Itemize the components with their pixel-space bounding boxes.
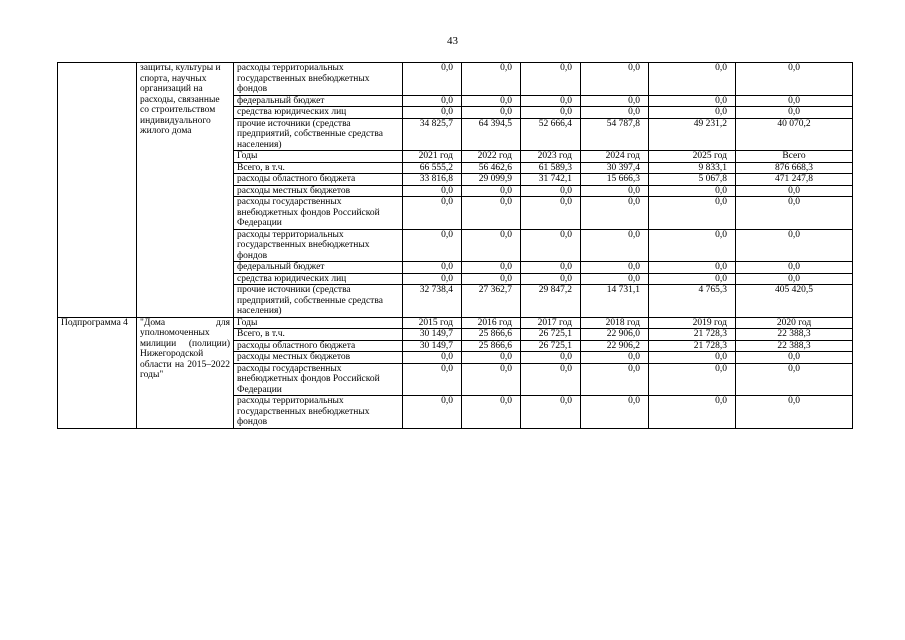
value-cell: 9 833,1 <box>649 162 736 174</box>
value-cell: 2025 год <box>649 151 736 163</box>
value-cell: 0,0 <box>649 63 736 96</box>
value-cell: 0,0 <box>521 396 581 429</box>
value-cell: 14 731,1 <box>581 285 649 318</box>
row-label: средства юридических лиц <box>234 107 403 119</box>
value-cell: 0,0 <box>649 229 736 262</box>
value-cell: 22 388,3 <box>736 329 853 341</box>
value-cell: 49 231,2 <box>649 118 736 151</box>
value-cell: 0,0 <box>403 185 462 197</box>
value-cell: 27 362,7 <box>462 285 521 318</box>
value-cell: 30 397,4 <box>581 162 649 174</box>
value-cell: 0,0 <box>462 107 521 119</box>
row-label: расходы областного бюджета <box>234 174 403 186</box>
value-cell: 2022 год <box>462 151 521 163</box>
value-cell: 0,0 <box>403 352 462 364</box>
value-cell: 0,0 <box>581 229 649 262</box>
value-cell: 0,0 <box>736 229 853 262</box>
value-cell: 64 394,5 <box>462 118 521 151</box>
value-cell: 0,0 <box>521 107 581 119</box>
value-cell: 0,0 <box>403 107 462 119</box>
value-cell: 40 070,2 <box>736 118 853 151</box>
value-cell: 2023 год <box>521 151 581 163</box>
value-cell: 0,0 <box>521 229 581 262</box>
row-label: Годы <box>234 317 403 329</box>
row-label: расходы местных бюджетов <box>234 185 403 197</box>
row-label: Всего, в т.ч. <box>234 329 403 341</box>
row-label: Всего, в т.ч. <box>234 162 403 174</box>
value-cell: 0,0 <box>403 63 462 96</box>
value-cell: 0,0 <box>736 363 853 396</box>
value-cell: 5 067,8 <box>649 174 736 186</box>
value-cell: 0,0 <box>649 185 736 197</box>
value-cell: 0,0 <box>581 352 649 364</box>
value-cell: Всего <box>736 151 853 163</box>
value-cell: 0,0 <box>462 185 521 197</box>
value-cell: 0,0 <box>736 273 853 285</box>
value-cell: 52 666,4 <box>521 118 581 151</box>
value-cell: 56 462,6 <box>462 162 521 174</box>
value-cell: 0,0 <box>403 229 462 262</box>
value-cell: 0,0 <box>403 363 462 396</box>
value-cell: 0,0 <box>649 396 736 429</box>
value-cell: 21 728,3 <box>649 340 736 352</box>
value-cell: 0,0 <box>736 185 853 197</box>
value-cell: 0,0 <box>403 273 462 285</box>
value-cell: 2017 год <box>521 317 581 329</box>
empty-cell <box>58 63 137 318</box>
value-cell: 25 866,6 <box>462 340 521 352</box>
value-cell: 2016 год <box>462 317 521 329</box>
program-name: "Дома для уполномоченных милиции (полиции) Нижегородской области на 2015–2022 годы" <box>137 317 234 428</box>
row-label: расходы местных бюджетов <box>234 352 403 364</box>
value-cell: 0,0 <box>581 107 649 119</box>
value-cell: 0,0 <box>403 197 462 230</box>
program-label: Подпрограмма 4 <box>58 317 137 428</box>
row-label: расходы государственных внебюджетных фондов Российской Федерации <box>234 363 403 396</box>
value-cell: 26 725,1 <box>521 340 581 352</box>
row-label: расходы территориальных государственных внебюджетных фондов <box>234 396 403 429</box>
page-number: 43 <box>447 35 458 47</box>
value-cell: 876 668,3 <box>736 162 853 174</box>
value-cell: 33 816,8 <box>403 174 462 186</box>
value-cell: 0,0 <box>649 352 736 364</box>
value-cell: 22 906,2 <box>581 340 649 352</box>
value-cell: 0,0 <box>736 262 853 274</box>
value-cell: 29 099,9 <box>462 174 521 186</box>
value-cell: 0,0 <box>462 352 521 364</box>
row-label: расходы территориальных государственных внебюджетных фондов <box>234 63 403 96</box>
value-cell: 0,0 <box>581 95 649 107</box>
value-cell: 0,0 <box>581 396 649 429</box>
value-cell: 61 589,3 <box>521 162 581 174</box>
value-cell: 29 847,2 <box>521 285 581 318</box>
value-cell: 25 866,6 <box>462 329 521 341</box>
value-cell: 0,0 <box>736 95 853 107</box>
value-cell: 0,0 <box>403 396 462 429</box>
value-cell: 0,0 <box>581 273 649 285</box>
row-label: прочие источники (средства предприятий, собственные средства населения) <box>234 285 403 318</box>
row-label: федеральный бюджет <box>234 95 403 107</box>
value-cell: 22 388,3 <box>736 340 853 352</box>
value-cell: 0,0 <box>403 95 462 107</box>
value-cell: 405 420,5 <box>736 285 853 318</box>
row-label: расходы государственных внебюджетных фондов Российской Федерации <box>234 197 403 230</box>
value-cell: 0,0 <box>521 352 581 364</box>
row-label: федеральный бюджет <box>234 262 403 274</box>
value-cell: 54 787,8 <box>581 118 649 151</box>
value-cell: 0,0 <box>462 262 521 274</box>
value-cell: 2020 год <box>736 317 853 329</box>
value-cell: 66 555,2 <box>403 162 462 174</box>
row-label: Годы <box>234 151 403 163</box>
value-cell: 15 666,3 <box>581 174 649 186</box>
value-cell: 4 765,3 <box>649 285 736 318</box>
value-cell: 0,0 <box>649 262 736 274</box>
table-row <box>58 317 853 329</box>
value-cell: 0,0 <box>462 273 521 285</box>
row-label: средства юридических лиц <box>234 273 403 285</box>
row-label: прочие источники (средства предприятий, собственные средства населения) <box>234 118 403 151</box>
value-cell: 22 906,0 <box>581 329 649 341</box>
value-cell: 0,0 <box>521 273 581 285</box>
table-row <box>58 63 853 96</box>
value-cell: 0,0 <box>581 63 649 96</box>
value-cell: 0,0 <box>736 197 853 230</box>
value-cell: 2021 год <box>403 151 462 163</box>
value-cell: 0,0 <box>649 95 736 107</box>
row-label: расходы областного бюджета <box>234 340 403 352</box>
value-cell: 0,0 <box>581 185 649 197</box>
value-cell: 471 247,8 <box>736 174 853 186</box>
value-cell: 0,0 <box>462 363 521 396</box>
value-cell: 0,0 <box>462 63 521 96</box>
value-cell: 0,0 <box>521 197 581 230</box>
value-cell: 0,0 <box>581 262 649 274</box>
value-cell: 2019 год <box>649 317 736 329</box>
value-cell: 0,0 <box>736 107 853 119</box>
value-cell: 0,0 <box>649 197 736 230</box>
value-cell: 34 825,7 <box>403 118 462 151</box>
value-cell: 0,0 <box>649 107 736 119</box>
value-cell: 30 149,7 <box>403 329 462 341</box>
row-label: расходы территориальных государственных внебюджетных фондов <box>234 229 403 262</box>
value-cell: 0,0 <box>736 352 853 364</box>
value-cell: 0,0 <box>521 363 581 396</box>
value-cell: 0,0 <box>521 95 581 107</box>
value-cell: 0,0 <box>403 262 462 274</box>
value-cell: 0,0 <box>462 229 521 262</box>
value-cell: 0,0 <box>736 63 853 96</box>
value-cell: 0,0 <box>649 363 736 396</box>
value-cell: 0,0 <box>521 262 581 274</box>
value-cell: 26 725,1 <box>521 329 581 341</box>
value-cell: 0,0 <box>581 363 649 396</box>
value-cell: 2015 год <box>403 317 462 329</box>
value-cell: 30 149,7 <box>403 340 462 352</box>
value-cell: 0,0 <box>649 273 736 285</box>
value-cell: 0,0 <box>521 185 581 197</box>
value-cell: 21 728,3 <box>649 329 736 341</box>
value-cell: 0,0 <box>462 95 521 107</box>
value-cell: 0,0 <box>462 396 521 429</box>
value-cell: 2024 год <box>581 151 649 163</box>
value-cell: 2018 год <box>581 317 649 329</box>
measure-description: защиты, культуры и спорта, научных организаций на расходы, связанные со строительством индивидуального жилого дома <box>137 63 234 318</box>
value-cell: 0,0 <box>462 197 521 230</box>
value-cell: 0,0 <box>581 197 649 230</box>
value-cell: 0,0 <box>521 63 581 96</box>
funding-table <box>57 62 853 429</box>
value-cell: 0,0 <box>736 396 853 429</box>
value-cell: 31 742,1 <box>521 174 581 186</box>
value-cell: 32 738,4 <box>403 285 462 318</box>
